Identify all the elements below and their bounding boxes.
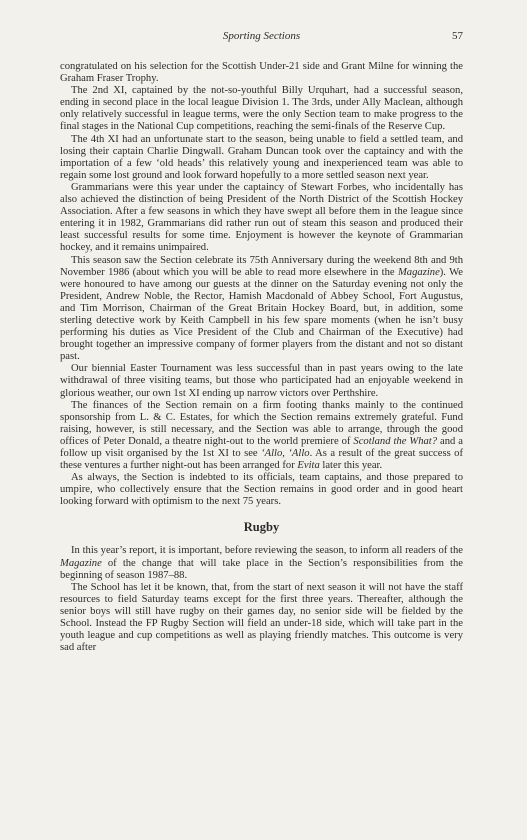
text-run: and a follow up visit organised by the 1st XI to see [60, 435, 463, 459]
text-run: This season saw the Section celebrate its 75th Anniversary during the weekend 8th and 9th November 1986 (about which you will be able to read more elsewhere in the [60, 254, 463, 278]
paragraph: As always, the Section is indebted to its officials, team captains, and those prepared to umpire, who collectively ensure that the Section remains in good order and in good heart looking forward with optimism to the next 75 years. [60, 472, 463, 508]
running-title: Sporting Sections [222, 30, 301, 42]
section-gap [60, 508, 463, 520]
page [60, 30, 463, 654]
magazine-title: Magazine [397, 266, 440, 278]
paragraph [60, 400, 463, 473]
rugby-report [60, 520, 463, 654]
text-run: ). We were honoured to have among our guests at the dinner on the Saturday evening not only the President, Andrew Noble, the Rector, Hamish Macdonald of Abbey School, Fort Augustus, and Tim Morrison, Chairman of the Great Britain Hockey Board, but, in addition, some sterling detective work by Keith Campbell in his few spare moments (when he isn’t busy performing his duties as Vice President of the Club and Chairman of the Executive) had brought together an impressive company of former players from the distant and not so distant past. [60, 266, 463, 363]
magazine-title: Magazine [60, 557, 102, 569]
running-head [60, 30, 463, 48]
text-run: of the change that will take place in the Section’s responsibilities from the beginning of season 1987–88. [60, 557, 463, 581]
paragraph [60, 545, 463, 581]
paragraph: Grammarians were this year under the captaincy of Stewart Forbes, who incidentally has also achieved the distinction of being President of the North District of the Scottish Hockey Association. After a few seasons in which they have swept all before them in the league since entering it in 1982, Grammarians did rather run out of steam this season and produced their least successful results for some time. Enjoyment is however the keynote of Grammarian hockey, and it remains unimpaired. [60, 181, 463, 254]
paragraph [60, 255, 463, 364]
paragraph: The 2nd XI, captained by the not-so-youthful Billy Urquhart, had a successful season, ending in second place in the local league Division 1. The 3rds, under Ally Maclean, although only relatively successful in league terms, were the only Section team to make progress to the final stages in the National Cup competitions, reaching the semi-finals of the Reserve Cup. [60, 85, 463, 133]
paragraph: The 4th XI had an unfortunate start to the season, being unable to field a settled team, and losing their captain Charlie Dingwall. Graham Duncan took over the captaincy and with the importation of a few ‘old heads’ this relatively young and inexperienced team was able to regain some lost ground and look forward hopefully to a more settled season next year. [60, 133, 463, 181]
paragraph: Our biennial Easter Tournament was less successful than in past years owing to the late withdrawal of three visiting teams, but those who participated had an enjoyable weekend in glorious weather, our own 1st XI ending up narrow victors over Perthshire. [60, 363, 463, 399]
text-run: later this year. [319, 460, 383, 472]
text-run: In this year’s report, it is important, before reviewing the season, to inform all readers of the [71, 545, 463, 557]
hockey-report [60, 61, 463, 508]
show-title: ‘Allo, ‘Allo [261, 448, 310, 459]
paragraph: congratulated on his selection for the Scottish Under-21 side and Grant Milne for winning the Graham Fraser Trophy. [60, 61, 463, 85]
paragraph: The School has let it be known, that, from the start of next season it will not have the staff resources to field Saturday teams except for the first three years. Thereafter, although the senior boys will still have rugby on their games day, no senior side will be fielded by the School. Instead the FP Rugby Section will field an under-18 side, which will take part in the youth league and cup competitions as well as playing friendly matches. This outcome is very sad after [60, 581, 463, 654]
text-run: The finances of the Section remain on a firm footing thanks mainly to the continued sponsorship from L. & C. Estates, for which the Section remains extremely grateful. Fund raising, however, is still necessary, and the Section was able to arrange, through the good offices of Peter Donald, a theatre night-out to the world premiere of [60, 399, 463, 447]
section-heading: Rugby [243, 520, 280, 535]
text-run: . As a result of the great success of these ventures a further night-out has been arranged for [60, 448, 464, 472]
show-title: Scotland the What? [353, 435, 438, 447]
show-title: Evita [297, 460, 320, 472]
page-number: 57 [452, 30, 463, 42]
